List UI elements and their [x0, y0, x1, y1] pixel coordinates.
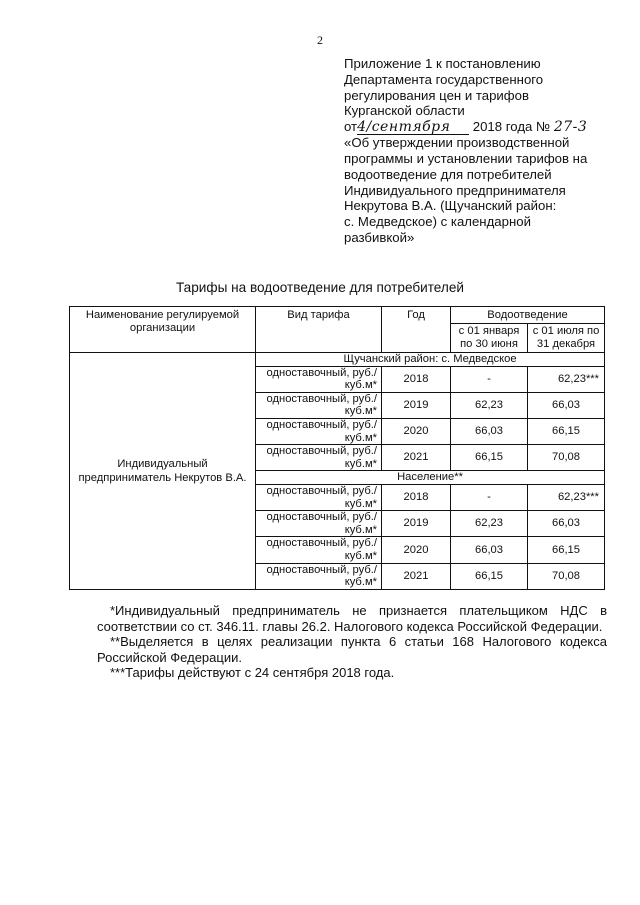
page-number: 2	[317, 33, 323, 47]
tariff-type-cell: одноставочный, руб./куб.м*	[256, 445, 382, 471]
appendix-line: Приложение 1 к постановлению	[344, 56, 541, 71]
appendix-date-line	[344, 119, 634, 135]
appendix-line: Курганской области	[344, 103, 465, 119]
period-2-cell: 70,08	[528, 445, 605, 471]
appendix-line: Департамента государственного	[344, 71, 544, 87]
header-org: Наименование регулируемой организации	[70, 307, 256, 353]
appendix-line: регулирования цен и тарифов	[344, 87, 529, 103]
period-1-cell: 62,23	[451, 511, 528, 537]
period-2-cell: 66,03	[528, 392, 605, 418]
year-cell: 2020	[382, 418, 451, 444]
year-cell: 2019	[382, 511, 451, 537]
period-2-cell: 70,08	[528, 563, 605, 589]
period-1-cell: -	[451, 484, 528, 510]
appendix-quote-line: «Об утверждении производственной	[344, 135, 570, 151]
handwritten-number: 27-3	[553, 119, 588, 136]
period-1-cell: -	[451, 366, 528, 392]
period-2-cell: 62,23***	[528, 366, 605, 392]
date-prefix: от	[344, 119, 358, 135]
tariff-type-cell: одноставочный, руб./куб.м*	[256, 511, 382, 537]
appendix-quote-line: с. Медведское) с календарной	[344, 214, 531, 230]
group-label: Население**	[256, 471, 605, 485]
header-year: Год	[382, 307, 451, 353]
tariff-type-cell: одноставочный, руб./куб.м*	[256, 484, 382, 510]
header-period-2: с 01 июля по 31 декабря	[528, 324, 605, 353]
footnote-3: ***Тарифы действуют с 24 сентября 2018 года.	[110, 665, 395, 681]
period-2-cell: 66,15	[528, 537, 605, 563]
appendix-quote-line: Индивидуального предпринимателя	[344, 182, 566, 198]
year-cell: 2018	[382, 484, 451, 510]
header-service: Водоотведение	[451, 307, 605, 324]
appendix-quote-line: Некрутова В.А. (Щучанский район:	[344, 198, 557, 214]
period-1-cell: 66,03	[451, 418, 528, 444]
period-2-cell: 62,23***	[528, 484, 605, 510]
group-label: Щучанский район: с. Медведское	[256, 353, 605, 367]
tariff-type-cell: одноставочный, руб./куб.м*	[256, 563, 382, 589]
year-cell: 2019	[382, 392, 451, 418]
tariff-type-cell: одноставочный, руб./куб.м*	[256, 366, 382, 392]
period-2-cell: 66,03	[528, 511, 605, 537]
appendix-quote-line: водоотведение для потребителей	[344, 166, 552, 182]
footnote-2-line-1: **Выделяется в целях реализации пункта 6 статьи 168 Налогового кодекса	[110, 634, 607, 650]
header-period-1: с 01 января по 30 июня	[451, 324, 528, 353]
group-label-row	[70, 353, 605, 367]
org-name: Индивидуальный предприниматель Некрутов В.А.	[70, 353, 256, 590]
tariff-type-cell: одноставочный, руб./куб.м*	[256, 537, 382, 563]
year-cell: 2021	[382, 445, 451, 471]
footnote-2-line-2: Российской Федерации.	[97, 649, 242, 665]
period-2-cell: 66,15	[528, 418, 605, 444]
table-header-row	[70, 307, 605, 324]
tariff-table	[69, 306, 605, 590]
footnotes	[97, 603, 607, 681]
period-1-cell: 66,15	[451, 445, 528, 471]
period-1-cell: 66,15	[451, 563, 528, 589]
period-1-cell: 62,23	[451, 392, 528, 418]
year-cell: 2020	[382, 537, 451, 563]
handwritten-date: 4/сентября	[357, 121, 469, 135]
year-cell: 2018	[382, 366, 451, 392]
period-1-cell: 66,03	[451, 537, 528, 563]
tariff-type-cell: одноставочный, руб./куб.м*	[256, 392, 382, 418]
footnote-1-line-2: соответствии со ст. 346.11. главы 26.2. Налогового кодекса Российской Федерации.	[97, 618, 603, 634]
appendix-quote-line: разбивкой»	[344, 229, 415, 245]
date-year: 2018 года №	[472, 119, 551, 135]
appendix-block	[344, 56, 634, 246]
header-tariff-type: Вид тарифа	[256, 307, 382, 353]
table-title: Тарифы на водоотведение для потребителей	[175, 280, 465, 295]
year-cell: 2021	[382, 563, 451, 589]
tariff-type-cell: одноставочный, руб./куб.м*	[256, 418, 382, 444]
appendix-quote-line: программы и установлении тарифов на	[344, 150, 588, 166]
footnote-1-line-1: *Индивидуальный предприниматель не признается плательщиком НДС в	[110, 603, 607, 618]
